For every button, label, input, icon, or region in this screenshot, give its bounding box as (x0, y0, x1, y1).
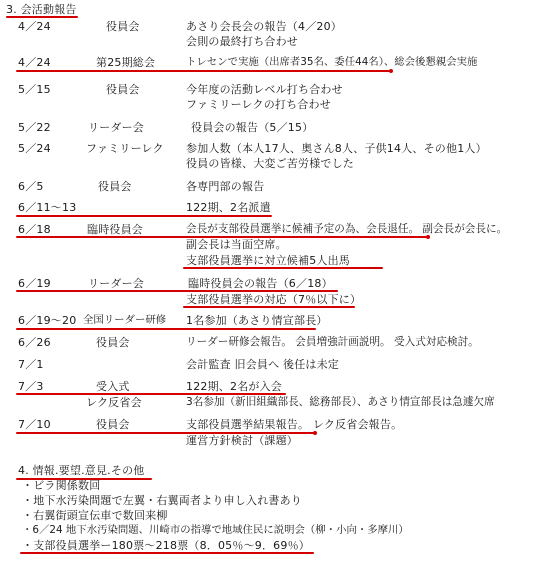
entry-detail: 会計監査 旧会員へ 後任は未定 (186, 358, 339, 371)
entry-detail: 各専門部の報告 (186, 180, 265, 193)
entry-date: 7／10 (18, 418, 51, 431)
entry-detail: ファミリーレクの打ち合わせ (186, 98, 331, 111)
entry-detail: 役員の皆様、大変ご苦労様でした (186, 157, 354, 170)
heading-underline (6, 16, 78, 18)
entry-date: 6／26 (18, 336, 51, 349)
entry-date: 6／5 (18, 180, 44, 193)
entry-detail: 3名参加（新旧組織部長、総務部長）、あさり情宣部長は急遽欠席 (186, 396, 495, 408)
entry-date: 6／18 (18, 223, 51, 236)
entry-detail: 副会長は当面空席。 (186, 238, 287, 251)
underline-dot (389, 69, 393, 73)
entry-detail: 会長が支部役員選挙に候補予定の為、会長退任。 副会長が会長に。 (186, 223, 508, 235)
entry-event: リーダー会 (88, 277, 144, 290)
entry-event: 役員会 (106, 83, 140, 96)
entry-date: 4／24 (18, 20, 51, 33)
info-item: ・地下水汚染問題で左翼・右翼両者より申し入れ書あり (22, 494, 302, 507)
entry-event: ファミリーレク (86, 142, 164, 155)
entry-detail: あさり会長会の報告（4／20） (186, 20, 342, 33)
entry-event: 受入式 (96, 380, 130, 393)
highlight-underline (183, 306, 355, 308)
entry-detail: 支部役員選挙の対応（7％以下に） (186, 293, 362, 306)
entry-date: 5／22 (18, 121, 51, 134)
entry-event: 第25期総会 (96, 56, 156, 69)
highlight-underline (16, 393, 286, 395)
section-3-heading: 3. 会活動報告 (6, 3, 77, 16)
entry-detail: リーダー研修会報告。 会員増強計画説明。 受入式対応検討。 (186, 336, 479, 348)
highlight-underline (16, 328, 316, 330)
entry-detail: 1名参加（あさり情宣部長） (186, 314, 328, 327)
underline-dot (426, 235, 430, 239)
entry-date: 7／3 (18, 380, 44, 393)
highlight-underline (16, 70, 392, 72)
entry-event: 役員会 (96, 418, 130, 431)
entry-date: 6／19～20 (18, 314, 77, 327)
entry-detail: 122期、2名が入会 (186, 380, 282, 393)
highlight-underline (16, 290, 338, 292)
entry-event: リーダー会 (88, 121, 144, 134)
highlight-underline (16, 215, 272, 217)
entry-date: 5／24 (18, 142, 51, 155)
entry-detail: 運営方針検討（課題） (186, 434, 298, 447)
entry-date: 7／1 (18, 358, 44, 371)
entry-detail: 臨時役員会の報告（6／18） (188, 277, 333, 290)
entry-detail: 今年度の活動レベル打ち合わせ (186, 83, 343, 96)
highlight-underline (20, 552, 314, 554)
info-item: ・支部役員選挙ー180票～218票（8．05％～9．69％） (22, 539, 310, 552)
entry-detail: 会則の最終打ち合わせ (186, 35, 298, 48)
entry-event: 役員会 (106, 20, 140, 33)
entry-detail: 122期、2名派遣 (186, 201, 271, 214)
entry-date: 6／19 (18, 277, 51, 290)
entry-date: 4／24 (18, 56, 51, 69)
highlight-underline (183, 267, 383, 269)
info-item: ・右翼街頭宣伝車で数回来柳 (22, 509, 168, 522)
entry-event: 臨時役員会 (87, 223, 143, 236)
entry-detail: 役員会の報告（5／15） (191, 121, 314, 134)
entry-date: 5／15 (18, 83, 51, 96)
underline-dot (313, 431, 317, 435)
entry-event: レク反省会 (86, 396, 142, 409)
info-item: ・6／24 地下水汚染問題、川崎市の指導で地域住民に説明会（柳・小向・多摩川） (22, 524, 409, 536)
entry-date: 6／11～13 (18, 201, 77, 214)
entry-event: 全国リーダー研修 (83, 314, 167, 326)
info-item: ・ビラ関係数回 (22, 479, 101, 492)
entry-detail: 参加人数（本人17人、奥さん8人、子供14人、その他1人） (186, 142, 487, 155)
section-4-heading: 4. 情報.要望.意見.その他 (18, 464, 145, 477)
entry-detail: トレセンで実施（出席者35名、委任44名）、総会後懇親会実施 (186, 56, 478, 68)
entry-event: 役員会 (96, 336, 130, 349)
entry-event: 役員会 (98, 180, 132, 193)
entry-detail: 支部役員選挙結果報告。 レク反省会報告。 (186, 418, 403, 431)
entry-detail: 支部役員選挙に対立候補5人出馬 (186, 254, 350, 267)
